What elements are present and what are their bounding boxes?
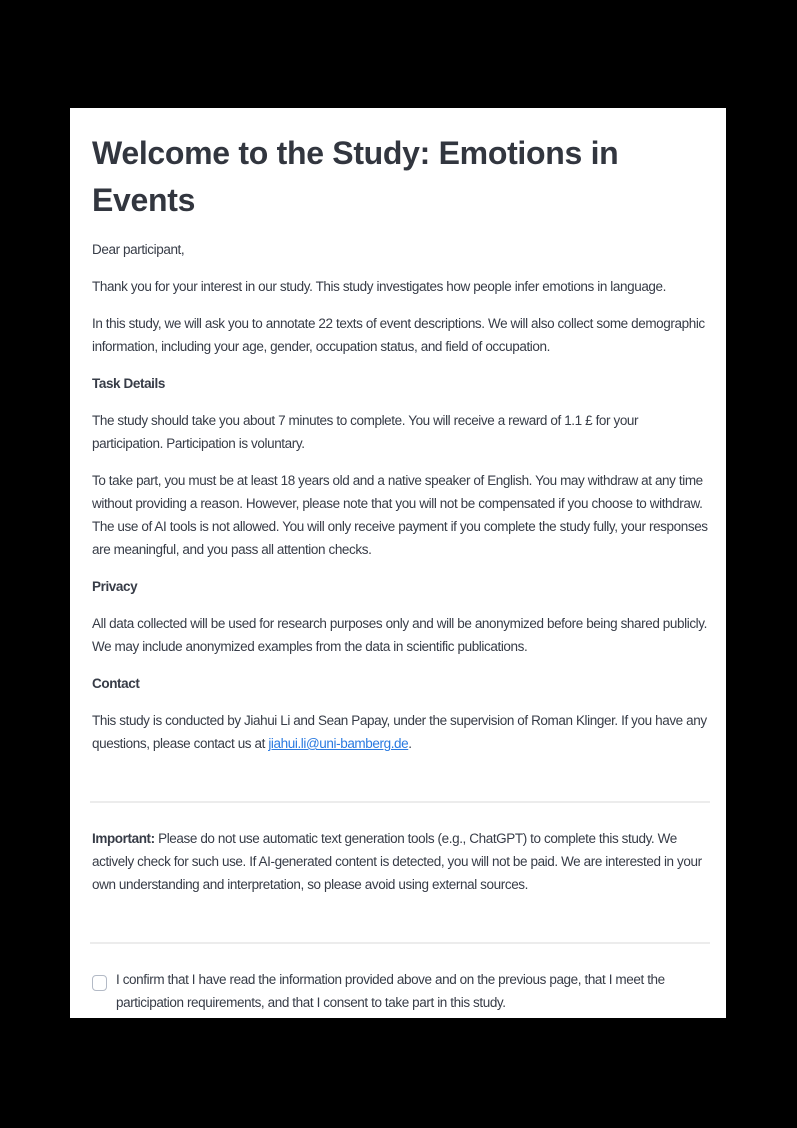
study-info-card [70, 108, 726, 1018]
contact-heading: Contact [92, 676, 140, 691]
intro-paragraph-2: In this study, we will ask you to annotate 22 texts of event descriptions. We will also collect some demographic information, including your age, gender, occupation status, and field of occupation. [92, 316, 705, 354]
contact-paragraph [90, 709, 710, 755]
task-details-heading: Task Details [92, 376, 165, 391]
contact-text-before-link: This study is conducted by Jiahui Li and Sean Papay, under the supervision of Roman Klinger. If you have any questions, please contact us at [92, 713, 707, 751]
task-details-paragraph-1: The study should take you about 7 minutes to complete. You will receive a reward of 1.1 £ for your participation. Participation is voluntary. [92, 413, 639, 451]
consent-checkbox[interactable] [92, 975, 107, 991]
consent-row [92, 968, 710, 1014]
important-label: Important: [92, 831, 155, 846]
contact-text-after-link: . [408, 736, 412, 751]
privacy-paragraph: All data collected will be used for research purposes only and will be anonymized before being shared publicly. We may include anonymized examples from the data in scientific publications. [92, 616, 707, 654]
important-paragraph [90, 827, 710, 896]
divider-top [90, 801, 710, 803]
important-text: Please do not use automatic text generation tools (e.g., ChatGPT) to complete this study. We actively check for such use. If AI-generated content is detected, you will not be paid. We are interested in your own understanding and interpretation, so please avoid using external sources. [92, 831, 702, 892]
contact-email-link[interactable]: jiahui.li@uni-bamberg.de [268, 736, 409, 751]
greeting-text: Dear participant, [92, 242, 185, 257]
consent-label[interactable]: I confirm that I have read the information provided above and on the previous page, that I meet the participation requirements, and that I consent to take part in this study. [116, 972, 665, 1010]
divider-bottom [90, 942, 710, 944]
privacy-heading: Privacy [92, 579, 138, 594]
intro-paragraph-1: Thank you for your interest in our study. This study investigates how people infer emotions in language. [92, 279, 666, 294]
page-title: Welcome to the Study: Emotions in Events [92, 135, 619, 218]
task-details-paragraph-2: To take part, you must be at least 18 years old and a native speaker of English. You may withdraw at any time without providing a reason. However, please note that you will not be compensated if you choose to withdraw. The use of AI tools is not allowed. You will only receive payment if you complete the study fully, your responses are meaningful, and you pass all attention checks. [92, 473, 708, 557]
